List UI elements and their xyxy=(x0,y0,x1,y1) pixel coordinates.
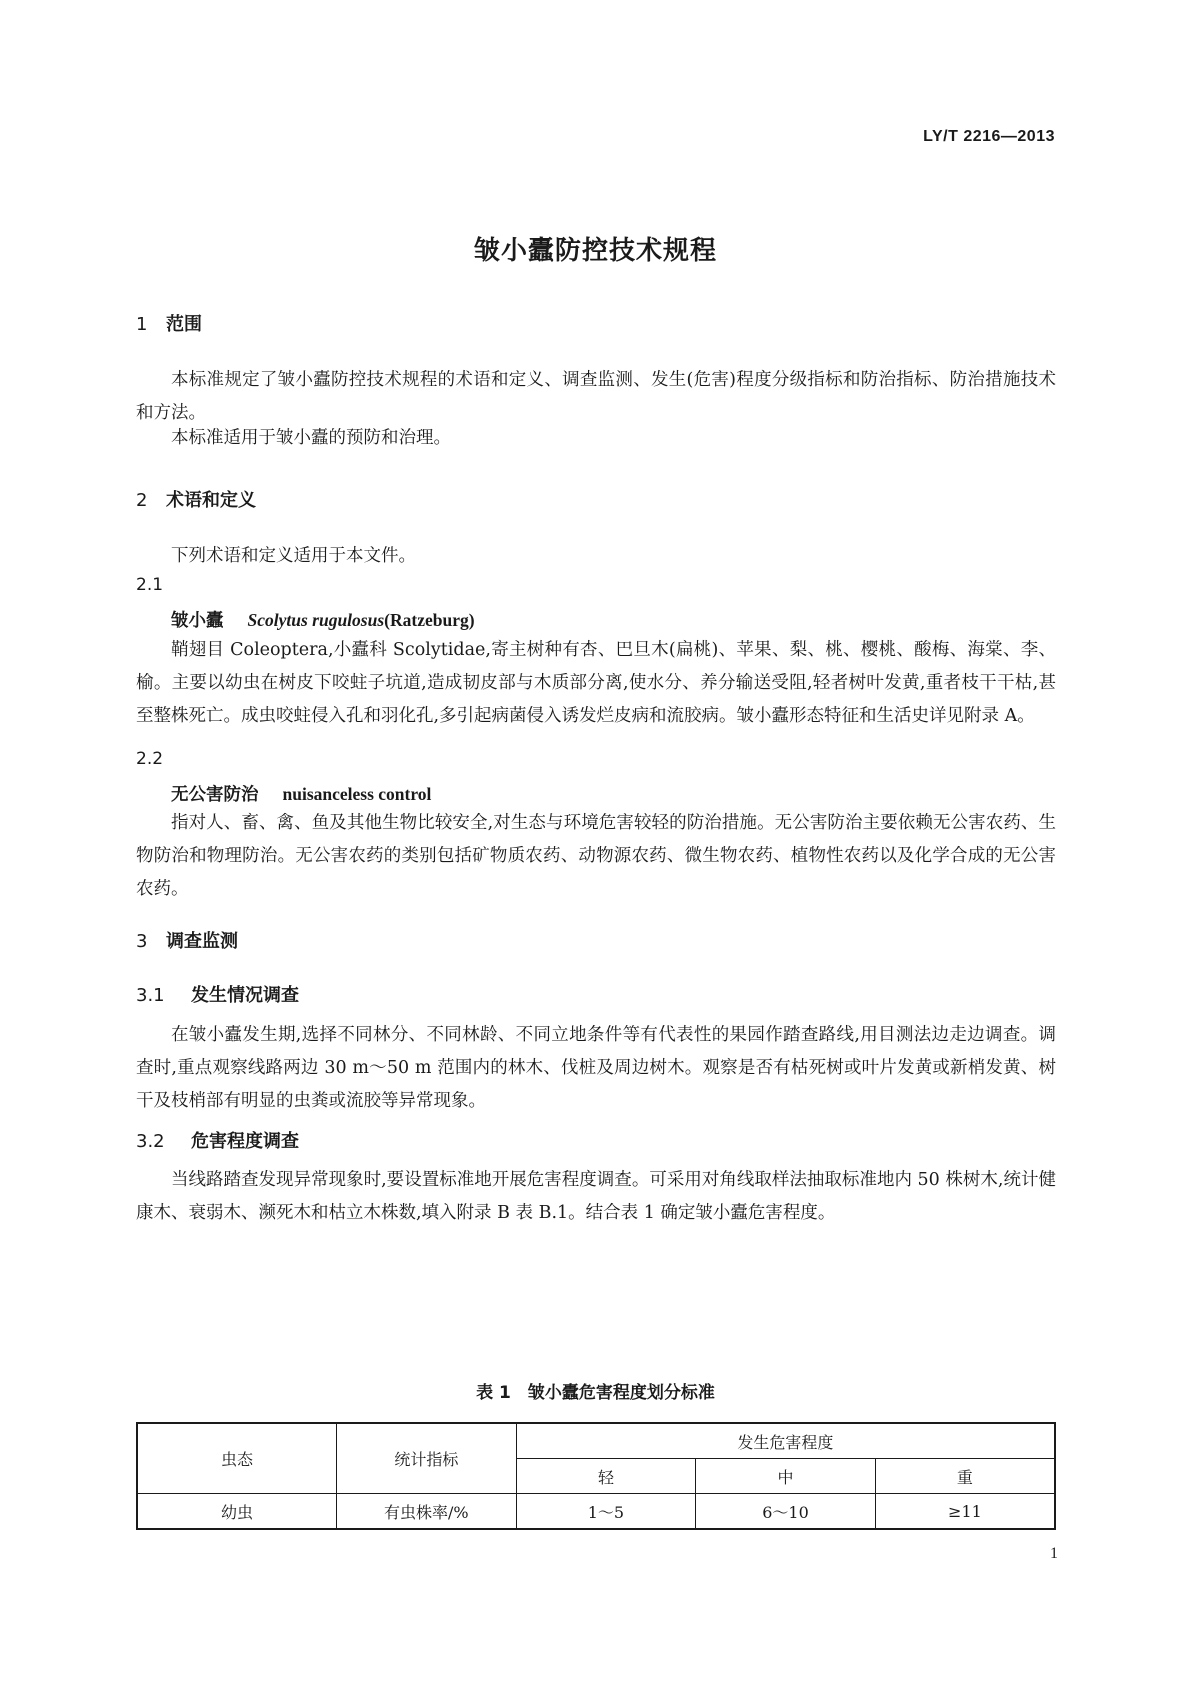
cell-medium: 6～10 xyxy=(696,1494,876,1530)
section-1-paragraph-2: 本标准适用于皱小蠹的预防和治理。 xyxy=(171,428,451,448)
section-3-heading xyxy=(136,927,238,953)
section-1-heading xyxy=(136,310,202,336)
header-stage: 虫态 xyxy=(137,1423,337,1494)
section-2-title: 术语和定义 xyxy=(166,490,256,511)
section-3-1-heading xyxy=(136,981,299,1007)
document-title: 皱小蠹防控技术规程 xyxy=(473,236,717,266)
section-3-number: 3 xyxy=(136,931,148,952)
term-2-1-heading xyxy=(171,607,475,632)
term-2-2-english: nuisanceless control xyxy=(282,784,432,804)
cell-stage: 幼虫 xyxy=(137,1494,337,1530)
table-row xyxy=(137,1494,1055,1530)
term-2-1-latin: Scolytus rugulosus xyxy=(247,610,385,630)
cell-light: 1～5 xyxy=(516,1494,696,1530)
table-1-caption: 表 1 皱小蠹危害程度划分标准 xyxy=(476,1383,715,1403)
cell-index: 有虫株率/% xyxy=(337,1494,517,1530)
section-3-2-paragraph: 当线路踏查发现异常现象时,要设置标准地开展危害程度调查。可采用对角线取样法抽取标准地内 50 株树木,统计健康木、衰弱木、濒死木和枯立木株数,填入附录 B 表 B.1。结合表 1 确定皱小蠹危害程度。 xyxy=(136,1170,1056,1223)
section-3-1-paragraph: 在皱小蠹发生期,选择不同林分、不同林龄、不同立地条件等有代表性的果园作踏查路线,用目测法边走边调查。调查时,重点观察线路两边 30 m～50 m 范围内的林木、伐桩及周边树木。观察是否有枯死树或叶片发黄或新梢发黄、树干及枝梢部有明显的虫粪或流胶等异常现象。 xyxy=(136,1025,1056,1111)
cell-heavy: ≥11 xyxy=(875,1494,1055,1530)
term-2-2-heading xyxy=(171,781,431,806)
header-heavy: 重 xyxy=(875,1459,1055,1494)
page-number: 1 xyxy=(1050,1545,1058,1562)
section-1-number: 1 xyxy=(136,314,148,335)
header-degree: 发生危害程度 xyxy=(516,1423,1055,1459)
section-2-number: 2 xyxy=(136,490,148,511)
term-2-1-chinese: 皱小蠹 xyxy=(171,611,224,631)
section-2-intro: 下列术语和定义适用于本文件。 xyxy=(171,546,416,566)
section-2-heading xyxy=(136,486,256,512)
section-3-2-title: 危害程度调查 xyxy=(191,1131,299,1152)
section-3-2-heading xyxy=(136,1127,299,1153)
term-2-1-author: (Ratzeburg) xyxy=(384,610,475,630)
section-3-1-number: 3.1 xyxy=(136,985,165,1006)
term-2-1-number: 2.1 xyxy=(136,575,164,595)
section-1-paragraph-1: 本标准规定了皱小蠹防控技术规程的术语和定义、调查监测、发生(危害)程度分级指标和防治指标、防治措施技术和方法。 xyxy=(136,370,1056,423)
section-3-title: 调查监测 xyxy=(166,931,238,952)
standard-number: LY/T 2216—2013 xyxy=(923,128,1055,145)
header-light: 轻 xyxy=(516,1459,696,1494)
section-3-1-title: 发生情况调查 xyxy=(191,985,299,1006)
term-2-2-chinese: 无公害防治 xyxy=(171,785,259,805)
header-index: 统计指标 xyxy=(337,1423,517,1494)
table-header-row-1 xyxy=(137,1423,1055,1459)
term-2-1-definition: 鞘翅目 Coleoptera,小蠹科 Scolytidae,寄主树种有杏、巴旦木(扁桃)、苹果、梨、桃、樱桃、酸梅、海棠、李、榆。主要以幼虫在树皮下咬蛀子坑道,造成韧皮部与木质部分离,使水分、养分输送受阻,轻者树叶发黄,重者枝干干枯,甚至整株死亡。成虫咬蛀侵入孔和羽化孔,多引起病菌侵入诱发烂皮病和流胶病。皱小蠹形态特征和生活史详见附录 A。 xyxy=(136,640,1056,726)
section-3-2-number: 3.2 xyxy=(136,1131,165,1152)
term-2-2-number: 2.2 xyxy=(136,749,164,769)
term-2-2-definition: 指对人、畜、禽、鱼及其他生物比较安全,对生态与环境危害较轻的防治措施。无公害防治主要依赖无公害农药、生物防治和物理防治。无公害农药的类别包括矿物质农药、动物源农药、微生物农药、植物性农药以及化学合成的无公害农药。 xyxy=(136,813,1056,899)
section-1-title: 范围 xyxy=(166,314,202,335)
table-1 xyxy=(136,1422,1056,1530)
header-medium: 中 xyxy=(696,1459,876,1494)
